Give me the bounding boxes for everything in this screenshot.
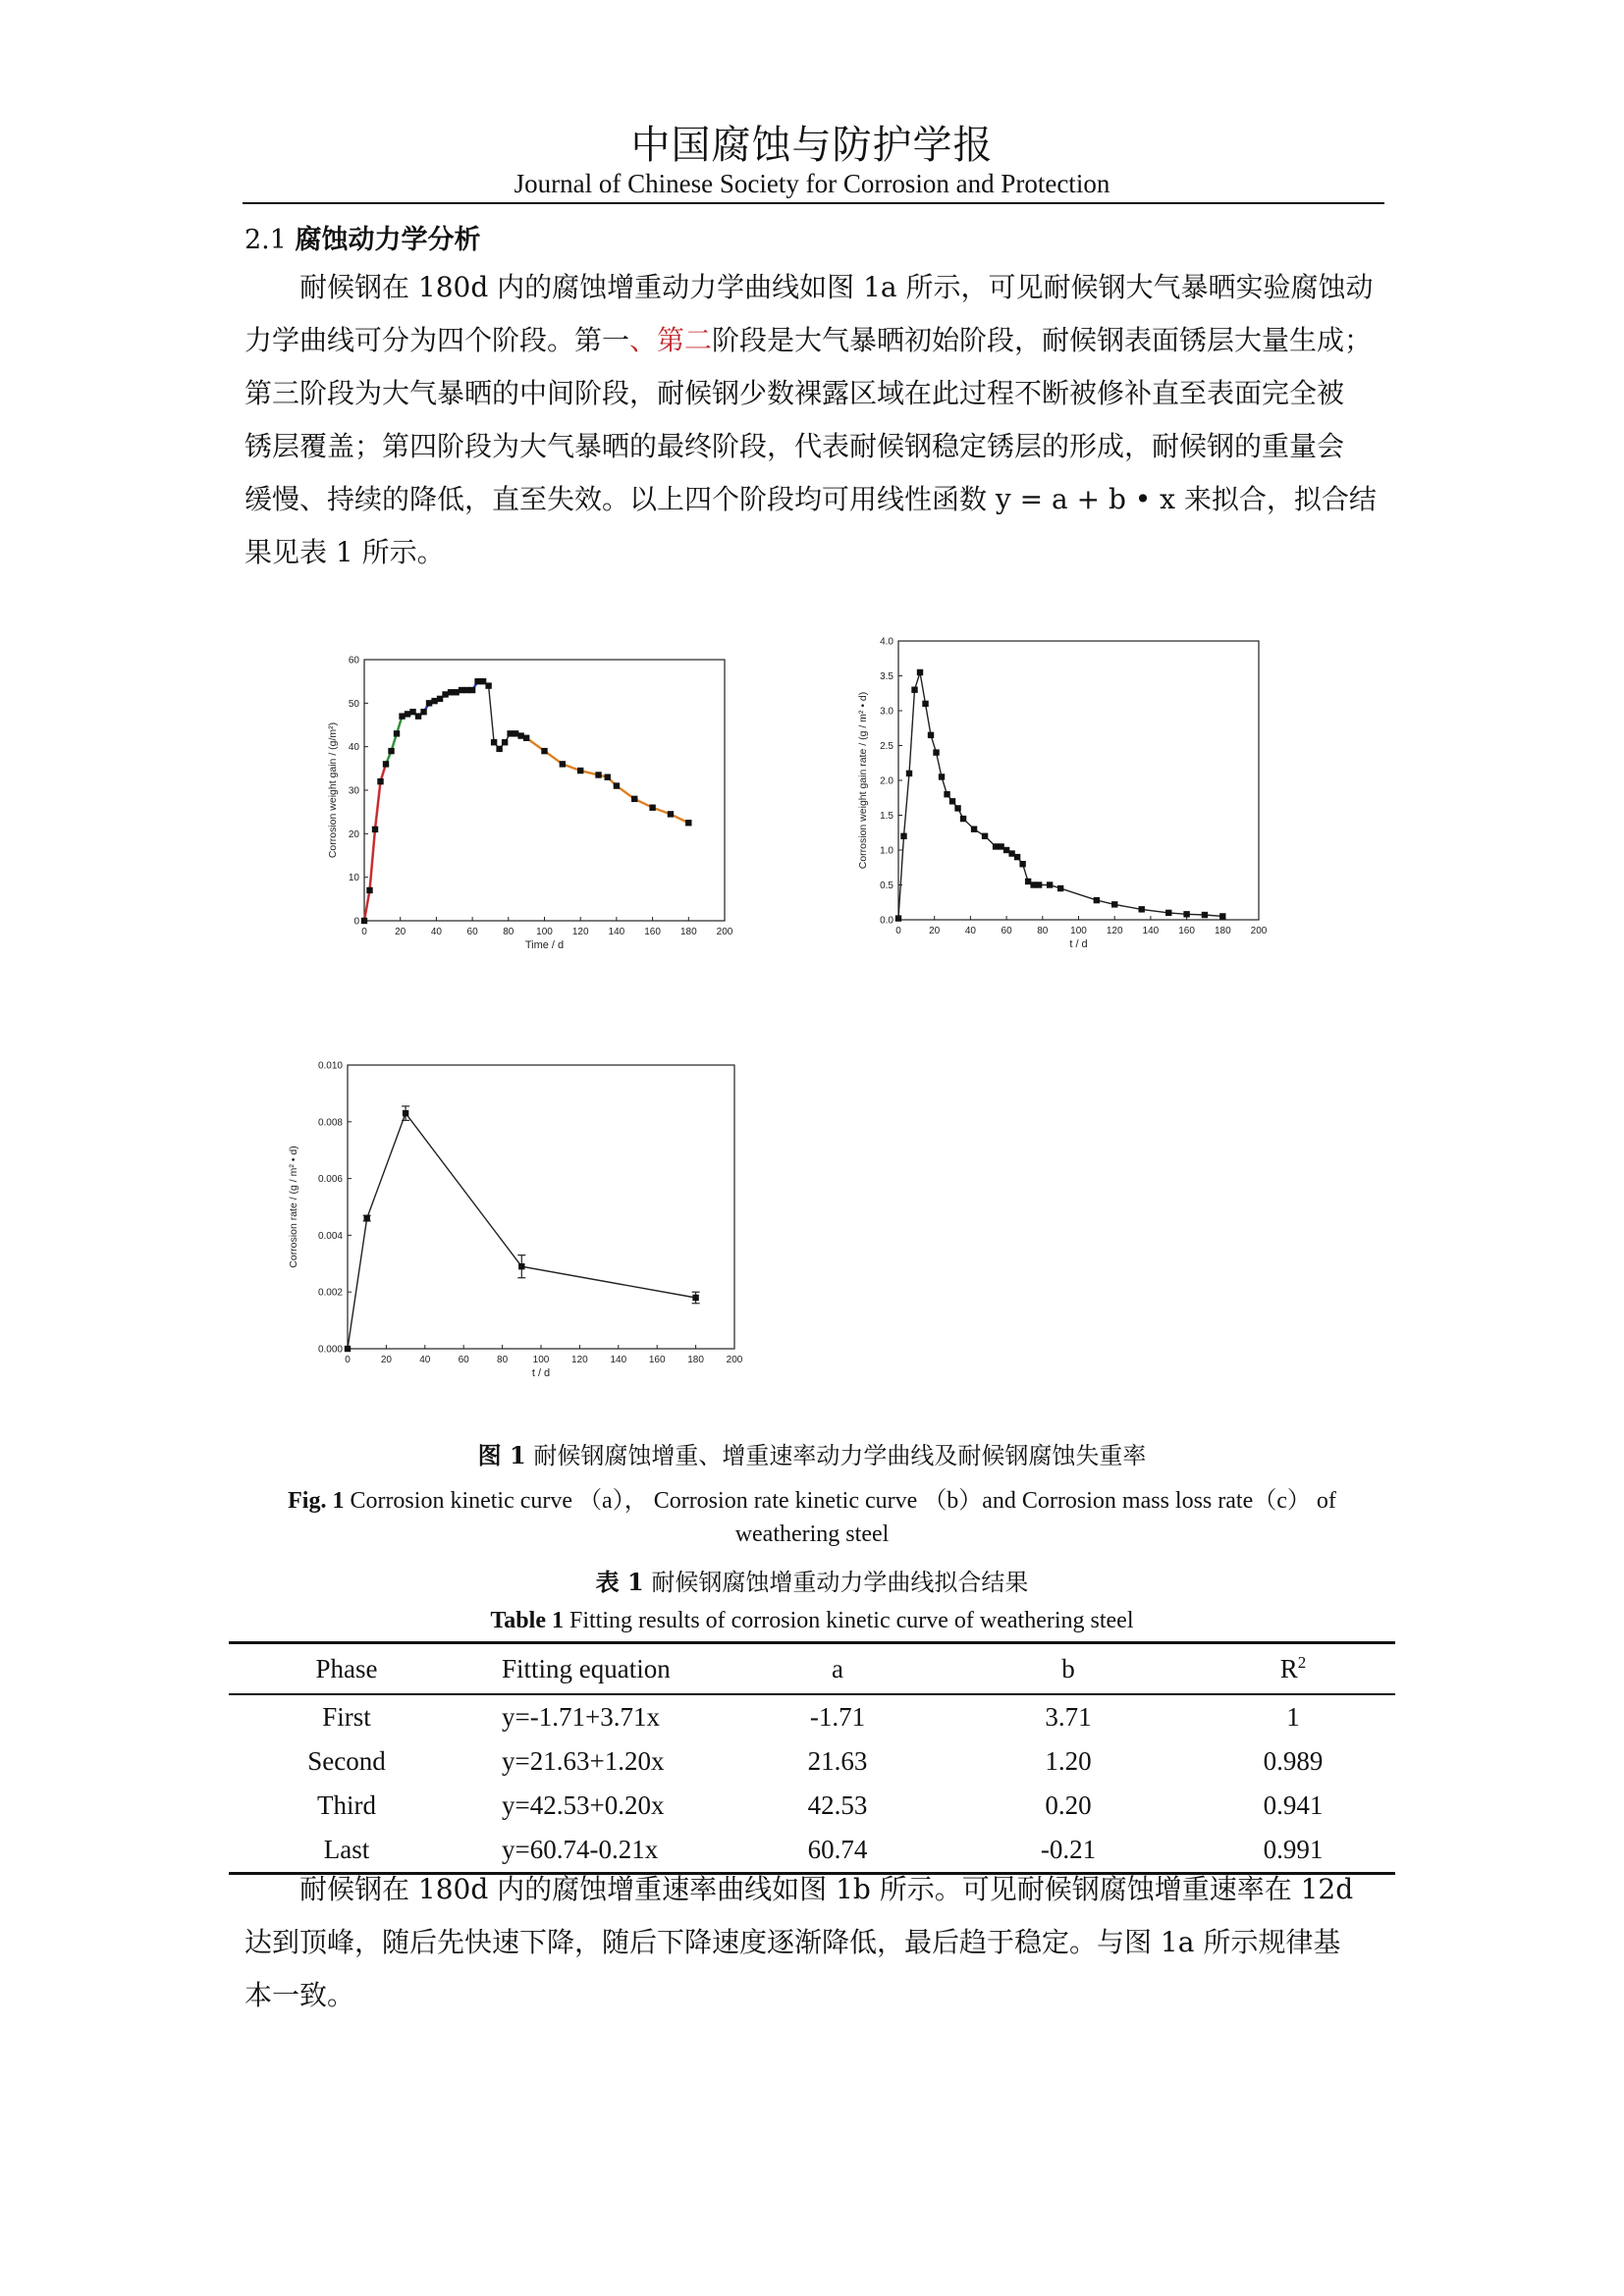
x-tick-label: 200 <box>1250 926 1268 936</box>
data-point <box>1030 881 1036 887</box>
y-tick-label: 0.010 <box>317 1060 343 1072</box>
text-line: 果见表 1 所示。 <box>244 536 445 568</box>
x-tick-label: 180 <box>679 927 697 937</box>
data-point <box>1019 861 1025 867</box>
x-tick-label: 0 <box>361 927 367 937</box>
text-line: 锈层覆盖；第四阶段为大气暴晒的最终阶段，代表耐候钢稳定锈层的形成，耐候钢的重量会 <box>244 430 1345 462</box>
text-line: 本一致。 <box>244 1979 355 2011</box>
data-point <box>523 735 529 741</box>
x-tick-label: 140 <box>610 1355 627 1365</box>
data-point <box>480 678 486 684</box>
table-label-en: Table 1 <box>490 1608 564 1633</box>
x-tick-label: 200 <box>716 927 733 937</box>
data-point <box>982 833 988 839</box>
y-axis-label: Corrosion weight gain rate / (g / m² • d) <box>857 691 869 870</box>
data-point <box>426 700 432 706</box>
table-header-row <box>229 1643 1395 1695</box>
data-point <box>409 709 415 715</box>
highlighted-text: 、第二 <box>629 324 713 356</box>
chart-a-weight-gain <box>324 648 746 962</box>
x-tick-label: 20 <box>929 926 941 936</box>
y-tick-label: 4.0 <box>880 636 893 648</box>
data-point <box>1183 911 1189 917</box>
x-tick-label: 60 <box>466 927 478 937</box>
data-point <box>895 915 901 921</box>
data-point <box>469 687 475 693</box>
x-tick-label: 80 <box>1037 926 1049 936</box>
data-point <box>463 687 469 693</box>
data-point <box>911 687 917 693</box>
data-point <box>922 701 928 707</box>
y-tick-label: 20 <box>348 828 359 840</box>
x-tick-label: 140 <box>1142 926 1160 936</box>
data-point <box>364 1215 370 1221</box>
data-point <box>377 778 383 784</box>
x-axis-label: t / d <box>531 1367 551 1379</box>
y-tick-label: 0.008 <box>317 1117 343 1129</box>
data-point <box>474 678 480 684</box>
data-point <box>577 768 583 774</box>
table-caption-cn <box>0 1563 1624 1597</box>
col-phase: Phase <box>315 1653 378 1683</box>
data-point <box>431 698 437 704</box>
data-point <box>649 805 655 811</box>
text-line: 耐候钢在 180d 内的腐蚀增重动力学曲线如图 1a 所示，可见耐候钢大气暴晒实验腐蚀动 <box>299 271 1374 303</box>
fit-line-first <box>364 764 386 921</box>
data-point <box>939 774 945 779</box>
plot-frame <box>364 660 725 921</box>
data-point <box>998 843 1003 849</box>
plot-frame <box>898 641 1259 920</box>
text-line: 力学曲线可分为四个阶段。第一、第二阶段是大气暴晒初始阶段，耐候钢表面锈层大量生成； <box>244 324 1373 356</box>
table-row: Third y=42.53+0.20x 42.53 0.20 0.941 <box>317 1790 1324 1820</box>
x-tick-label: 160 <box>644 927 661 937</box>
data-point <box>960 816 966 822</box>
data-point <box>560 761 566 767</box>
y-tick-label: 0.002 <box>317 1287 343 1299</box>
fitting-results-table <box>229 1641 1395 1875</box>
text-line: 缓慢、持续的降低，直至失效。以上四个阶段均可用线性函数 y = a + b • x 来拟合，拟合结 <box>244 483 1377 515</box>
x-tick-label: 0 <box>895 926 901 936</box>
table-row: Last y=60.74-0.21x 60.74 -0.21 0.991 <box>229 1828 1395 1874</box>
data-point <box>491 739 497 745</box>
data-point <box>437 696 443 702</box>
data-point <box>900 833 906 839</box>
data-point <box>1202 912 1208 918</box>
section-title: 腐蚀动力学分析 <box>295 225 481 255</box>
table-row: Second y=21.63+1.20x 21.63 1.20 0.989 <box>307 1746 1324 1776</box>
data-point <box>595 772 601 777</box>
x-tick-label: 160 <box>648 1355 666 1365</box>
journal-title-cn: 中国腐蚀与防护学报 <box>630 123 994 168</box>
table-label: 表 1 <box>595 1568 644 1596</box>
x-tick-label: 180 <box>687 1355 704 1365</box>
data-point <box>345 1346 351 1352</box>
data-point <box>971 827 977 832</box>
data-point <box>933 749 939 755</box>
data-point <box>1139 906 1145 912</box>
x-axis-label: t / d <box>1069 938 1088 950</box>
data-point <box>1008 850 1014 856</box>
table-caption-en-text: Fitting results of corrosion kinetic curve of weathering steel <box>568 1608 1134 1633</box>
data-point <box>917 669 923 675</box>
data-point <box>1014 854 1020 860</box>
data-point <box>405 711 410 717</box>
y-tick-label: 60 <box>348 655 359 667</box>
y-tick-label: 1.5 <box>880 811 893 822</box>
data-point <box>513 730 518 736</box>
y-tick-label: 0.004 <box>317 1230 343 1242</box>
data-point <box>496 746 502 752</box>
data-point <box>403 1110 408 1116</box>
x-tick-label: 120 <box>571 1355 588 1365</box>
paragraph-1 <box>244 261 1383 579</box>
data-point <box>614 782 620 788</box>
col-fitting-equation: Fitting equation <box>502 1653 671 1683</box>
section-number: 2.1 <box>244 225 287 255</box>
fit-line-last <box>515 733 688 823</box>
col-r2: $R^2$ <box>1279 1653 1307 1683</box>
data-point <box>388 748 394 754</box>
data-point <box>541 748 547 754</box>
y-axis-label: Corrosion rate / (g / m² • d) <box>288 1146 299 1268</box>
y-tick-label: 1.0 <box>880 845 893 857</box>
y-tick-label: 0.5 <box>880 881 893 891</box>
data-point <box>944 791 949 797</box>
x-tick-label: 100 <box>1070 926 1087 936</box>
data-point <box>448 689 454 695</box>
figure-caption-text: 耐候钢腐蚀增重、增重速率动力学曲线及耐候钢腐蚀失重率 <box>533 1442 1147 1469</box>
data-point <box>1219 913 1225 919</box>
text-line: 耐候钢在 180d 内的腐蚀增重速率曲线如图 1b 所示。可见耐候钢腐蚀增重速率在 12d <box>299 1873 1354 1905</box>
data-point <box>1094 897 1100 903</box>
data-point <box>361 918 367 924</box>
data-point <box>394 730 400 736</box>
figure-caption-cn <box>0 1436 1624 1470</box>
y-tick-label: 30 <box>348 785 359 797</box>
data-point <box>399 713 405 719</box>
x-tick-label: 60 <box>458 1355 469 1365</box>
figure-label: 图 1 <box>477 1441 526 1469</box>
x-tick-label: 80 <box>497 1355 509 1365</box>
chart-c-corrosion-rate <box>285 1055 746 1404</box>
y-tick-label: 0 <box>353 916 359 928</box>
header-rule <box>243 202 1384 204</box>
chart-b-weight-gain-rate <box>854 633 1296 962</box>
data-point <box>415 713 421 719</box>
data-point <box>1036 881 1042 887</box>
data-point <box>372 827 378 832</box>
data-point <box>420 709 426 715</box>
data-point <box>949 798 955 804</box>
data-point <box>366 887 372 893</box>
data-point <box>459 687 464 693</box>
y-tick-label: 0.006 <box>317 1174 343 1186</box>
x-tick-label: 100 <box>536 927 553 937</box>
y-tick-label: 0.000 <box>317 1344 343 1356</box>
y-tick-label: 10 <box>348 873 359 884</box>
x-tick-label: 40 <box>964 926 976 936</box>
data-point <box>906 771 912 776</box>
text-line: 第三阶段为大气暴晒的中间阶段，耐候钢少数裸露区域在此过程不断被修补直至表面完全被 <box>244 377 1345 409</box>
data-point <box>507 730 513 736</box>
data-point <box>1025 879 1031 884</box>
series-line <box>348 1113 696 1349</box>
data-point <box>518 1263 524 1269</box>
x-tick-label: 120 <box>571 927 589 937</box>
text-line: 达到顶峰，随后先快速下降，随后下降速度逐渐降低，最后趋于稳定。与图 1a 所示规律基 <box>244 1926 1341 1958</box>
figure-caption-en-line: Corrosion kinetic curve （a）， Corrosion rate kinetic curve （b）and Corrosion mass loss rate（c） of <box>350 1488 1336 1514</box>
y-tick-label: 3.0 <box>880 706 893 718</box>
x-tick-label: 0 <box>345 1355 351 1365</box>
figure-label-en: Fig. 1 <box>288 1488 345 1514</box>
figure-caption-en-line2: weathering steel <box>734 1522 890 1547</box>
data-point <box>502 739 508 745</box>
y-tick-label: 2.5 <box>880 741 893 752</box>
data-point <box>993 843 999 849</box>
col-b: b <box>1061 1653 1075 1683</box>
x-tick-label: 160 <box>1178 926 1195 936</box>
data-point <box>928 732 934 738</box>
x-tick-label: 200 <box>726 1355 743 1365</box>
x-axis-label: Time / d <box>524 939 565 951</box>
x-tick-label: 140 <box>608 927 625 937</box>
col-a: a <box>832 1653 843 1683</box>
y-tick-label: 50 <box>348 698 359 710</box>
x-tick-label: 100 <box>532 1355 550 1365</box>
y-tick-label: 2.0 <box>880 775 893 787</box>
data-point <box>1047 881 1053 887</box>
data-point <box>605 774 611 780</box>
data-point <box>1057 885 1063 891</box>
table-caption-en <box>0 1608 1624 1634</box>
data-point <box>685 820 691 826</box>
fit-line-second <box>386 714 407 764</box>
data-point <box>517 732 523 738</box>
x-tick-label: 180 <box>1214 926 1231 936</box>
x-tick-label: 40 <box>430 927 442 937</box>
data-point <box>383 761 389 767</box>
section-heading <box>244 218 481 256</box>
data-point <box>1111 901 1117 907</box>
x-tick-label: 60 <box>1001 926 1012 936</box>
y-tick-label: 0.0 <box>880 915 893 927</box>
x-tick-label: 120 <box>1106 926 1123 936</box>
data-point <box>1165 910 1171 916</box>
data-point <box>1003 847 1009 853</box>
data-point <box>631 796 637 802</box>
data-point <box>485 682 491 688</box>
x-tick-label: 20 <box>395 927 406 937</box>
data-point <box>954 805 960 811</box>
journal-title-en: Journal of Chinese Society for Corrosion and Protection <box>514 169 1110 198</box>
x-tick-label: 80 <box>503 927 514 937</box>
x-tick-label: 20 <box>380 1355 392 1365</box>
data-point <box>668 811 674 817</box>
table-row: First y=-1.71+3.71x -1.71 3.71 1 <box>322 1702 1300 1732</box>
y-tick-label: 40 <box>348 742 359 754</box>
data-point <box>453 689 459 695</box>
data-point <box>692 1295 698 1301</box>
x-tick-label: 40 <box>419 1355 431 1365</box>
data-point <box>442 691 448 697</box>
y-tick-label: 3.5 <box>880 671 893 682</box>
paragraph-2 <box>244 1863 1383 2022</box>
table-caption-text: 耐候钢腐蚀增重动力学曲线拟合结果 <box>651 1569 1029 1596</box>
figure-caption-en <box>0 1480 1624 1515</box>
fit-line-third <box>407 681 483 716</box>
y-axis-label: Corrosion weight gain / (g/m²) <box>327 721 339 859</box>
